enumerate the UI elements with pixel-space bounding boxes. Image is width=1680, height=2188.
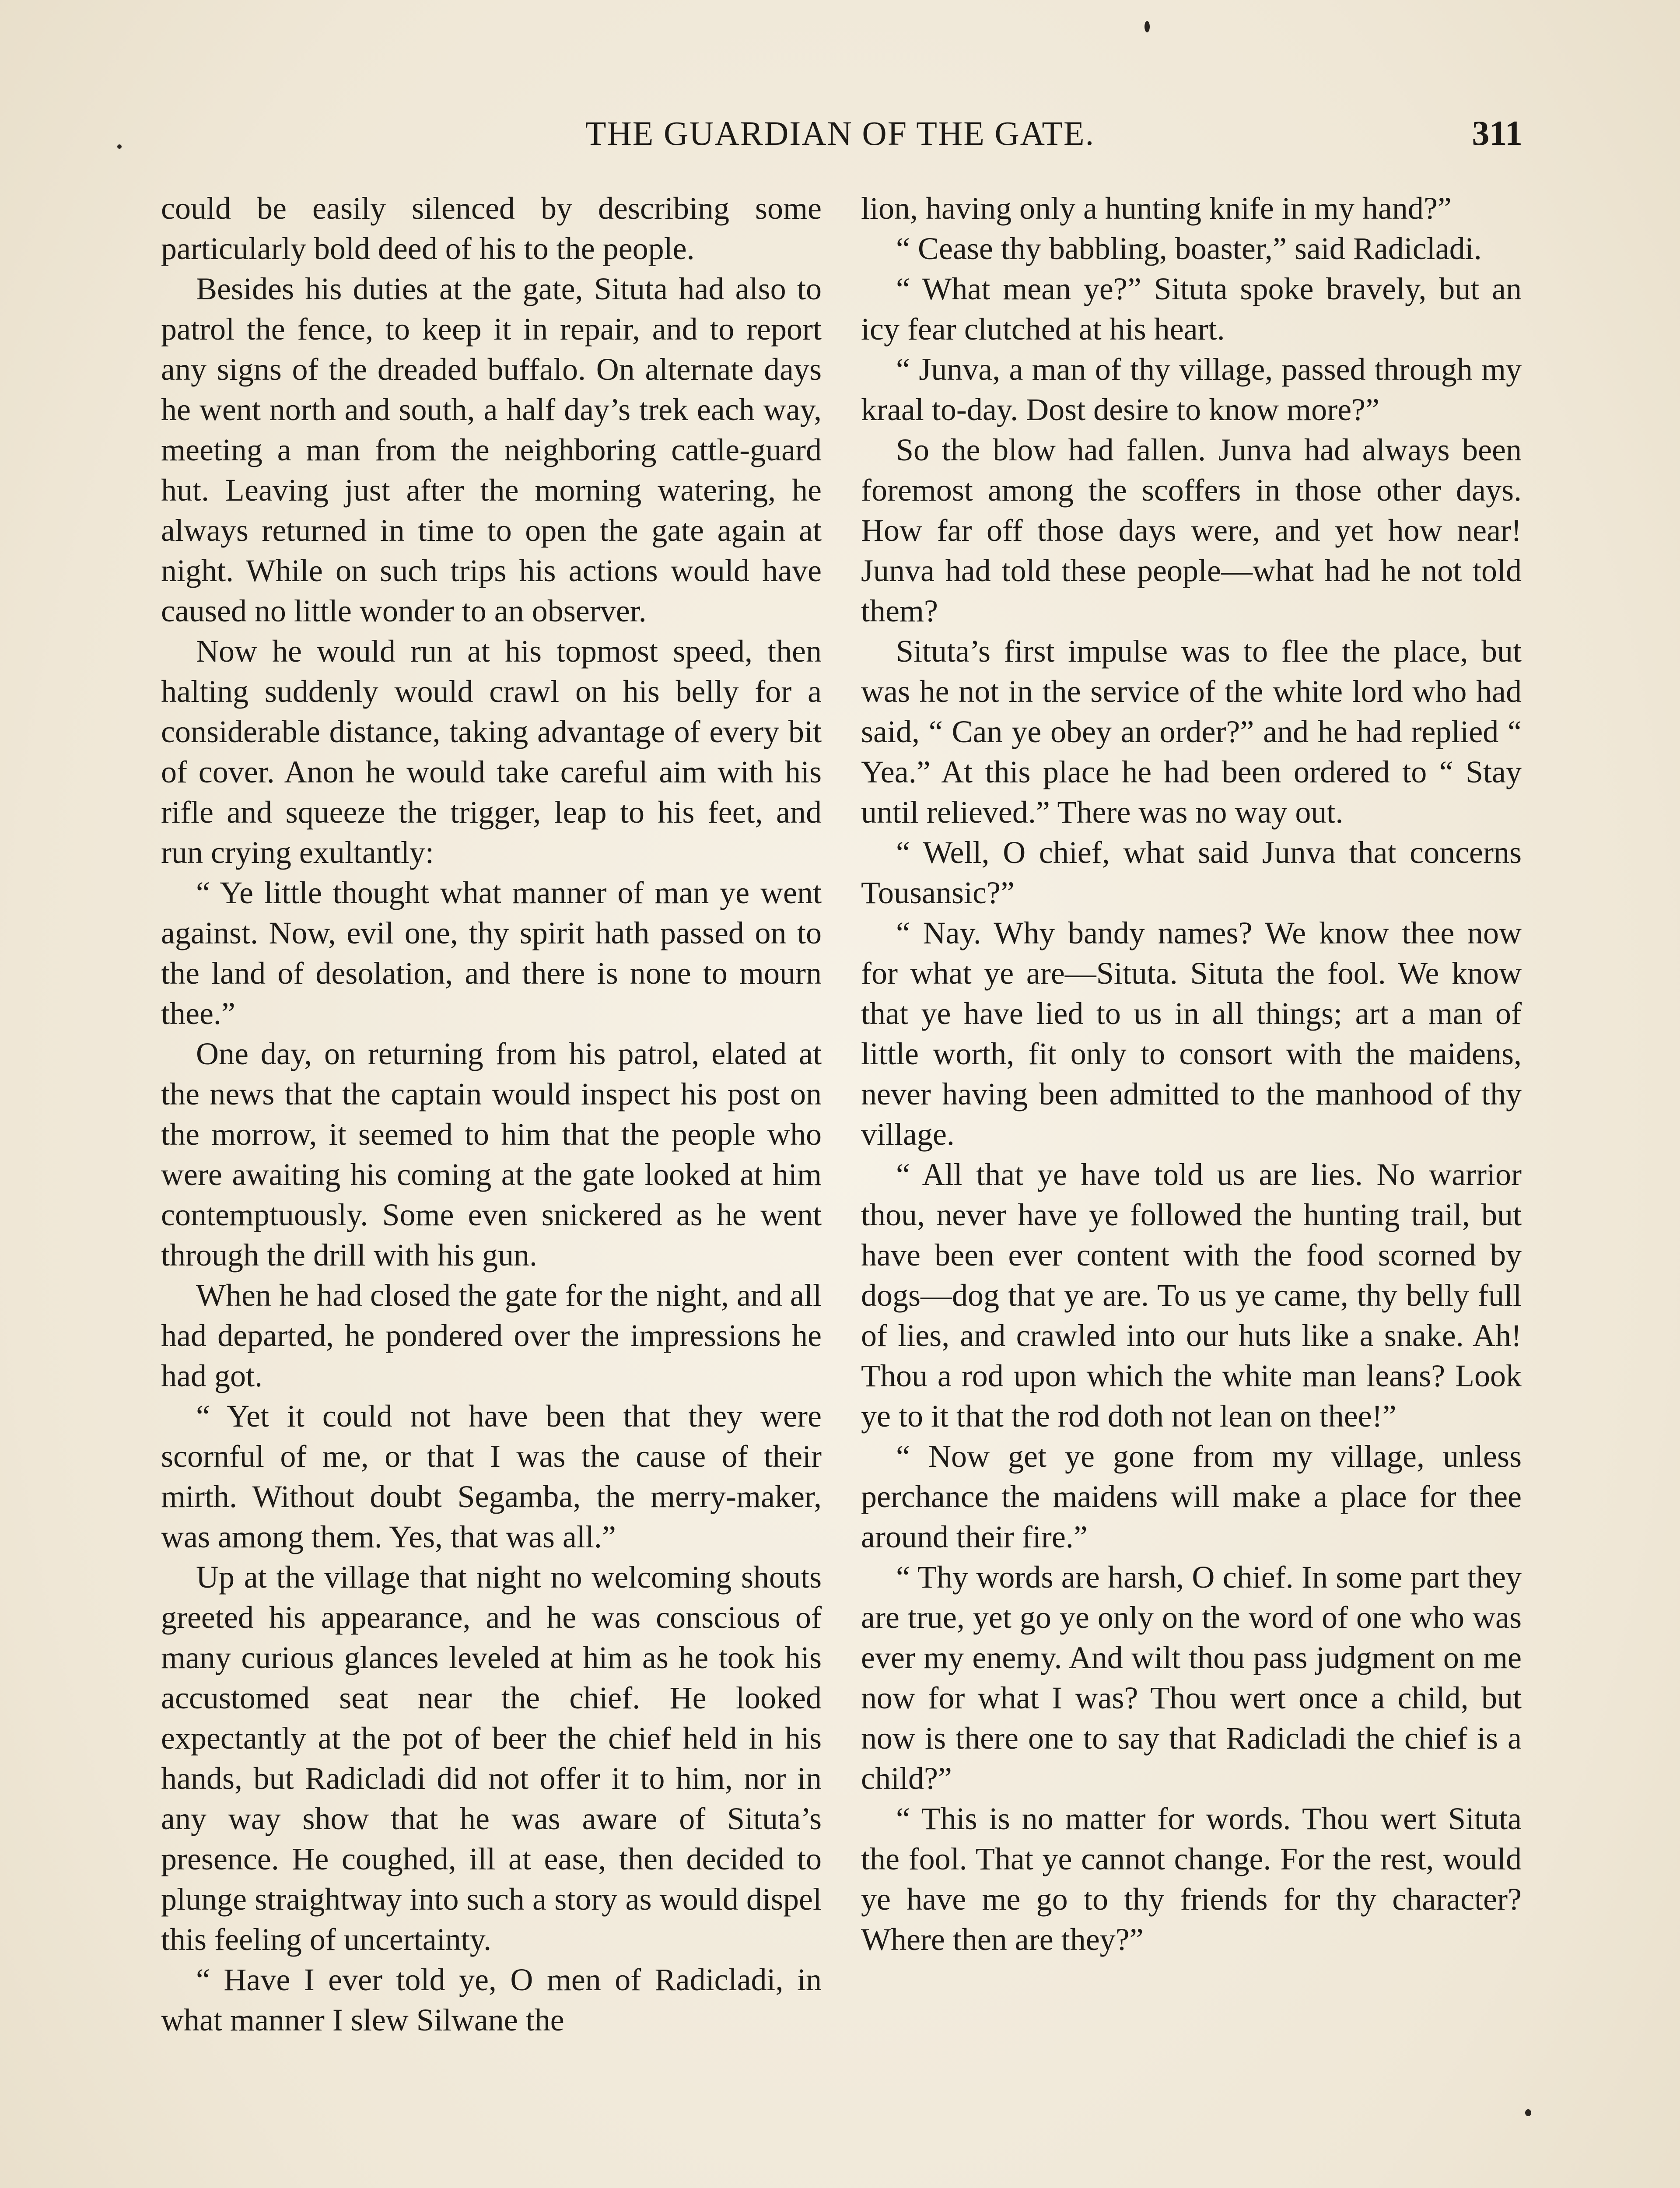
paragraph: lion, having only a hunting knife in my hand?” [861,191,1452,226]
paragraph: “ All that ye have told us are lies. No warrior thou, never have ye followed the hunting trail, but have been ever content with the food scorned by dogs—dog that ye are. To us ye came, thy belly full of lies, and crawled into our huts like a snake. Ah! Thou a rod upon which the white man leans? Look ye to it that the rod doth not lean on thee!” [861,1157,1522,1434]
right-column [861,188,1522,1960]
paragraph: When he had closed the gate for the night, and all had departed, he pondered over the impressions he had got. [161,1278,822,1393]
paragraph: “ Now get ye gone from my village, unless perchance the maidens will make a place for thee around their fire.” [861,1439,1522,1554]
paragraph: Situta’s first impulse was to flee the place, but was he not in the service of the white lord who had said, “ Can ye obey an order?” and he had replied “ Yea.” At this place he had been ordered to “ Stay until relieved.” There was no way out. [861,634,1522,830]
paragraph: could be easily silenced by describing some particularly bold deed of his to the people. [161,191,822,266]
running-title: THE GUARDIAN OF THE GATE. [585,114,1095,152]
left-column [161,188,822,2040]
paragraph: “ Junva, a man of thy village, passed through my kraal to-day. Dost desire to know more?” [861,352,1522,427]
paragraph: Up at the village that night no welcoming shouts greeted his appearance, and he was conscious of many curious glances leveled at him as he took his accustomed seat near the chief. He looked expectantly at the pot of beer the chief held in his hands, but Radicladi did not offer it to him, nor in any way show that he was aware of Situta’s presence. He coughed, ill at ease, then decided to plunge straightway into such a story as would dispel this feeling of uncertainty. [161,1560,822,1957]
paragraph: One day, on returning from his patrol, elated at the news that the captain would inspect his post on the morrow, it seemed to him that the people who were awaiting his coming at the gate looked at him contemptuously. Some even snickered as he went through the drill with his gun. [161,1036,822,1273]
page-header [158,109,1522,158]
paragraph: “ Well, O chief, what said Junva that concerns Tousansic?” [861,835,1522,910]
paragraph: Besides his duties at the gate, Situta had also to patrol the fence, to keep it in repair, and to report any signs of the dreaded buffalo. On alternate days he went north and south, a half day’s trek each way, meeting a man from the neighboring cattle-guard hut. Leaving just after the morning watering, he always returned in time to open the gate again at night. While on such trips his actions would have caused no little wonder to an observer. [161,271,822,628]
paragraph: Now he would run at his topmost speed, then halting suddenly would crawl on his belly for a considerable distance, taking advantage of every bit of cover. Anon he would take careful aim with his rifle and squeeze the trigger, leap to his feet, and run crying exultantly: [161,634,822,870]
paragraph: “ What mean ye?” Situta spoke bravely, but an icy fear clutched at his heart. [861,271,1522,347]
paragraph: “ Nay. Why bandy names? We know thee now for what ye are—Situta. Situta the fool. We know that ye have lied to us in all things; art a man of little worth, fit only to consort with the maidens, never having been admitted to the manhood of thy village. [861,915,1522,1152]
ink-speck [1144,21,1150,32]
paragraph: So the blow had fallen. Junva had always been foremost among the scoffers in those other days. How far off those days were, and yet how near! Junva had told these people—what had he not told them? [861,432,1522,628]
paragraph: “ Have I ever told ye, O men of Radicladi, in what manner I slew Silwane the [161,1962,822,2037]
paragraph: “ This is no matter for words. Thou wert Situta the fool. That ye cannot change. For the rest, would ye have me go to thy friends for thy character? Where then are they?” [861,1801,1522,1957]
paragraph: “ Ye little thought what manner of man ye went against. Now, evil one, thy spirit hath passed on to the land of desolation, and there is none to mourn thee.” [161,875,822,1031]
paragraph: “ Cease thy babbling, boaster,” said Radicladi. [896,231,1482,266]
ink-speck [117,144,122,149]
paragraph: “ Thy words are harsh, O chief. In some part they are true, yet go ye only on the word of one who was ever my enemy. And wilt thou pass judgment on me now for what I was? Thou wert once a child, but now is there one to say that Radicladi the chief is a child?” [861,1560,1522,1796]
paragraph: “ Yet it could not have been that they were scornful of me, or that I was the cause of their mirth. Without doubt Segamba, the merry-maker, was among them. Yes, that was all.” [161,1399,822,1554]
page-number: 311 [1472,114,1522,153]
ink-speck [1525,2109,1531,2116]
